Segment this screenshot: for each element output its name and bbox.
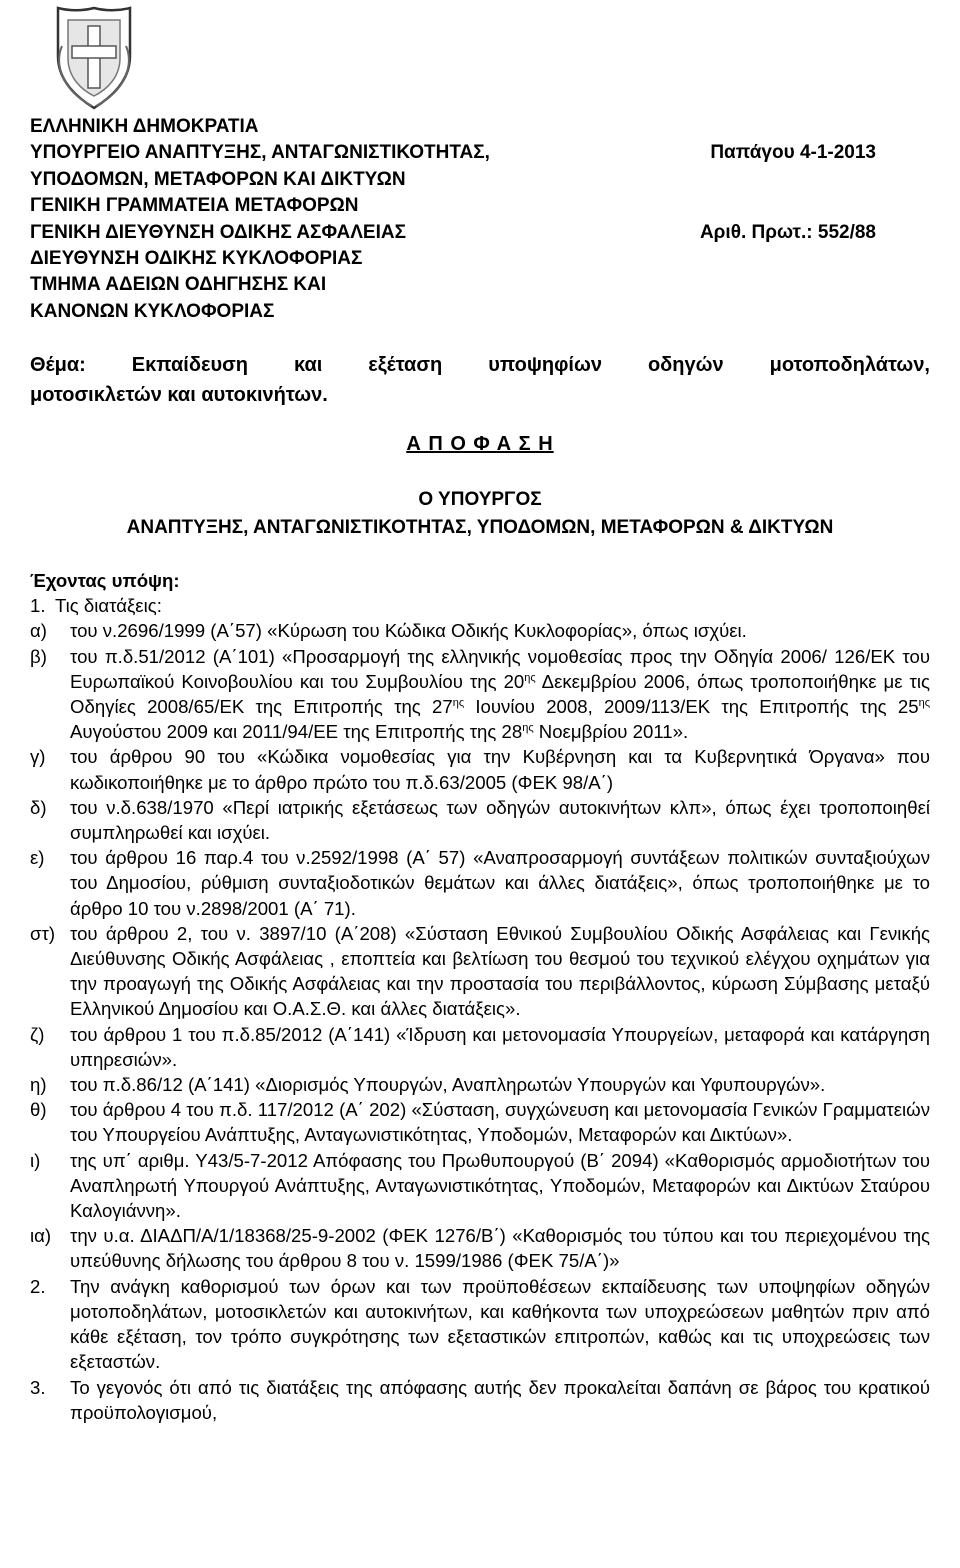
minister-line-1: Ο ΥΠΟΥΡΓΟΣ: [418, 489, 542, 510]
header-right: [876, 167, 910, 193]
subject-line-2: μοτοσικλετών και αυτοκινήτων.: [30, 384, 328, 406]
provision-text: του άρθρου 2, του ν. 3897/10 (Α΄208) «Σύσταση Εθνικού Συμβουλίου Οδικής Ασφάλειας και Γενικής Διεύθυνσης Οδικής Ασφάλειας , εποπτεία και βελτίωση του θεσμού του τεχνικού ελέγχου οχημάτων για την προαγωγή της Οδικής Ασφάλειας και την προστασία του περιβάλλοντος, κύρωση Σύμβασης μεταξύ Ελληνικού Δημοσίου και Ο.Α.Σ.Θ. και άλλες διατάξεις».: [70, 922, 930, 1020]
header-line: ΕΛΛΗΝΙΚΗ ΔΗΜΟΚΡΑΤΙΑ: [30, 116, 259, 137]
header-row: [30, 114, 910, 140]
provision-text: της υπ΄ αριθμ. Υ43/5-7-2012 Απόφασης του Πρωθυπουργού (Β΄ 2094) «Καθορισμός αρμοδιοτήτων του Αναπληρωτή Υπουργού Ανάπτυξης, Ανταγωνιστικότητας, Υποδομών, Μεταφορών και Δικτύων Σταύρου Καλογιάννη».: [70, 1149, 930, 1222]
header-right: [876, 299, 910, 325]
provision-item: [30, 1022, 930, 1072]
provision-text: του άρθρου 16 παρ.4 του ν.2592/1998 (Α΄ 57) «Αναπροσαρμογή συντάξεων πολιτικών συνταξιούχων του Δημοσίου, ρύθμιση συνταξιοδοτικών θεμάτων και άλλες διατάξεις», όπως τροποποιήθηκε με το άρθρο 10 του ν.2898/2001 (Α΄ 71).: [70, 847, 930, 919]
provision-item: [30, 845, 930, 921]
header-right: [876, 193, 910, 219]
provision-item: [30, 618, 930, 643]
header-row: [30, 167, 910, 193]
provision-label: γ): [30, 746, 46, 768]
provision-item: [30, 644, 930, 745]
provision-label: ια): [30, 1225, 52, 1247]
header-line: ΥΠΟΔΟΜΩΝ, ΜΕΤΑΦΟΡΩΝ ΚΑΙ ΔΙΚΤΥΩΝ: [30, 168, 406, 190]
header-row: [30, 272, 910, 298]
header-line: ΥΠΟΥΡΓΕΙΟ ΑΝΑΠΤΥΞΗΣ, ΑΝΤΑΓΩΝΙΣΤΙΚΟΤΗΤΑΣ,: [30, 142, 490, 164]
provision-label: στ): [30, 922, 56, 944]
document-body: [30, 568, 930, 1425]
provision-text: του π.δ.86/12 (Α΄141) «Διορισμός Υπουργών, Αναπληρωτών Υπουργών και Υφυπουργών».: [70, 1074, 826, 1096]
header-row: [30, 220, 910, 246]
provision-text: του άρθρου 90 του «Κώδικα νομοθεσίας για την Κυβέρνηση και τα Κυβερνητικά Όργανα» που κωδικοποιήθηκε με το άρθρο πρώτο του π.δ.63/2005 (ΦΕΚ 98/Α΄): [70, 746, 930, 793]
provision-item: [30, 921, 930, 1022]
point-label: 2.: [30, 1275, 46, 1297]
header-row: [30, 140, 910, 166]
provision-item: [30, 1072, 930, 1097]
provision-label: β): [30, 645, 47, 667]
ordinal-suffix: ης: [524, 671, 536, 684]
point-1: [30, 593, 930, 618]
numbered-point: [30, 1375, 930, 1425]
document-date: Παπάγου 4-1-2013: [710, 142, 876, 164]
point-label: 3.: [30, 1376, 46, 1398]
header-line: ΔΙΕΥΘΥΝΣΗ ΟΔΙΚΗΣ ΚΥΚΛΟΦΟΡΙΑΣ: [30, 247, 363, 269]
provision-text: του π.δ.51/2012 (Α΄101) «Προσαρμογή της ελληνικής νομοθεσίας προς την Οδηγία 2006/ 126/ΕΚ του Ευρωπαϊκού Κοινοβουλίου και του Συμβουλίου της $20^{\eta\varsigma}$ Δεκεμβρίου 2006, όπως τροποποιήθηκε με τις Οδηγίες 2008/65/ΕΚ της Επιτροπής της $27^{\eta\varsigma}$ Ιουνίου 2008, 2009/113/ΕΚ της Επιτροπής της $25^{\eta\varsigma}$ Αυγούστου 2009 και 2011/94/ΕΕ της Επιτροπής της $28^{\eta\varsigma}$ Νοεμβρίου 2011».: [70, 645, 930, 743]
decision-title: Α Π Ο Φ Α Σ Η: [406, 433, 554, 455]
protocol-number: Αριθ. Πρωτ.: 552/88: [699, 221, 876, 243]
provision-label: ζ): [30, 1023, 45, 1045]
minister-title: [0, 486, 960, 542]
header-row: [30, 193, 910, 219]
ordinal-suffix: ης: [452, 697, 465, 710]
point-label: 1.: [30, 595, 46, 617]
header-row: [30, 246, 910, 272]
header-line: ΤΜΗΜΑ ΑΔΕΙΩΝ ΟΔΗΓΗΣΗΣ ΚΑΙ: [30, 274, 327, 296]
greek-coat-of-arms-emblem: [48, 6, 140, 110]
provision-label: ε): [30, 847, 45, 869]
provision-text: του ν.2696/1999 (Α΄57) «Κύρωση του Κώδικα Οδικής Κυκλοφορίας», όπως ισχύει.: [70, 620, 747, 642]
point-text: Τις διατάξεις:: [55, 595, 162, 617]
header-line: ΓΕΝΙΚΗ ΓΡΑΜΜΑΤΕΙΑ ΜΕΤΑΦΟΡΩΝ: [30, 195, 359, 217]
subject: [30, 350, 930, 410]
header-row: [30, 299, 910, 325]
considering-heading: Έχοντας υπόψη:: [30, 570, 180, 591]
issuer-header: [30, 114, 910, 325]
provision-label: θ): [30, 1099, 47, 1121]
provision-item: [30, 1223, 930, 1273]
ordinal-suffix: ης: [522, 722, 534, 735]
header-right: [876, 246, 910, 272]
provision-text: του άρθρου 4 του π.δ. 117/2012 (Α΄ 202) «Σύσταση, συγχώνευση και μετονομασία Γενικών Γραμματειών του Υπουργείου Ανάπτυξης, Ανταγωνιστικότητας, Υποδομών, Μεταφορών και Δικτύων».: [70, 1099, 930, 1146]
header-right: [876, 272, 910, 298]
header-line: ΚΑΝΟΝΩΝ ΚΥΚΛΟΦΟΡΙΑΣ: [30, 300, 275, 322]
minister-line-2: ΑΝΑΠΤΥΞΗΣ, ΑΝΤΑΓΩΝΙΣΤΙΚΟΤΗΤΑΣ, ΥΠΟΔΟΜΩΝ, ΜΕΤΑΦΟΡΩΝ & ΔΙΚΤΥΩΝ: [126, 517, 834, 538]
provision-label: δ): [30, 796, 47, 818]
provision-item: [30, 1148, 930, 1224]
subject-line-1: Θέμα: Εκπαίδευση και εξέταση υποψηφίων οδηγών μοτοποδηλάτων,: [30, 354, 930, 376]
provision-item: [30, 744, 930, 794]
provision-text: την υ.α. ΔΙΑΔΠ/Α/1/18368/25-9-2002 (ΦΕΚ 1276/Β΄) «Καθορισμός του τύπου και του περιεχομένου της υπεύθυνης δήλωσης του άρθρου 8 του ν. 1599/1986 (ΦΕΚ 75/Α΄)»: [70, 1225, 930, 1272]
provision-label: η): [30, 1074, 47, 1096]
ordinal-suffix: ης: [918, 697, 930, 710]
numbered-points: [30, 1274, 930, 1425]
provision-text: του άρθρου 1 του π.δ.85/2012 (Α΄141) «Ίδρυση και μετονομασία Υπουργείων, μεταφορά και κατάργηση υπηρεσιών».: [70, 1023, 930, 1070]
provisions-list: [30, 618, 930, 1273]
numbered-point: [30, 1274, 930, 1375]
point-text: Το γεγονός ότι από τις διατάξεις της απόφασης αυτής δεν προκαλείται δαπάνη σε βάρος του κρατικού προϋπολογισμού,: [70, 1376, 930, 1423]
header-line: ΓΕΝΙΚΗ ΔΙΕΥΘΥΝΣΗ ΟΔΙΚΗΣ ΑΣΦΑΛΕΙΑΣ: [30, 221, 407, 243]
provision-item: [30, 795, 930, 845]
provision-text: του ν.δ.638/1970 «Περί ιατρικής εξετάσεως των οδηγών αυτοκινήτων κλπ», όπως έχει τροποποιηθεί συμπληρωθεί και ισχύει.: [70, 796, 930, 844]
provision-label: ι): [30, 1149, 41, 1171]
provision-label: α): [30, 620, 47, 642]
header-right: [876, 114, 910, 140]
point-text: Την ανάγκη καθορισμού των όρων και των προϋποθέσεων εκπαίδευσης των υποψηφίων οδηγών μοτοποδηλάτων, μοτοσικλετών και αυτοκινήτων, και καθήκοντα των υποχρεώσεων μαθητών πριν από κάθε εξέταση, τον τρόπο συγκρότησης των εξεταστικών επιτροπών, καθώς και τις υποχρεώσεις των εξεταστών.: [70, 1275, 930, 1373]
provision-item: [30, 1097, 930, 1147]
